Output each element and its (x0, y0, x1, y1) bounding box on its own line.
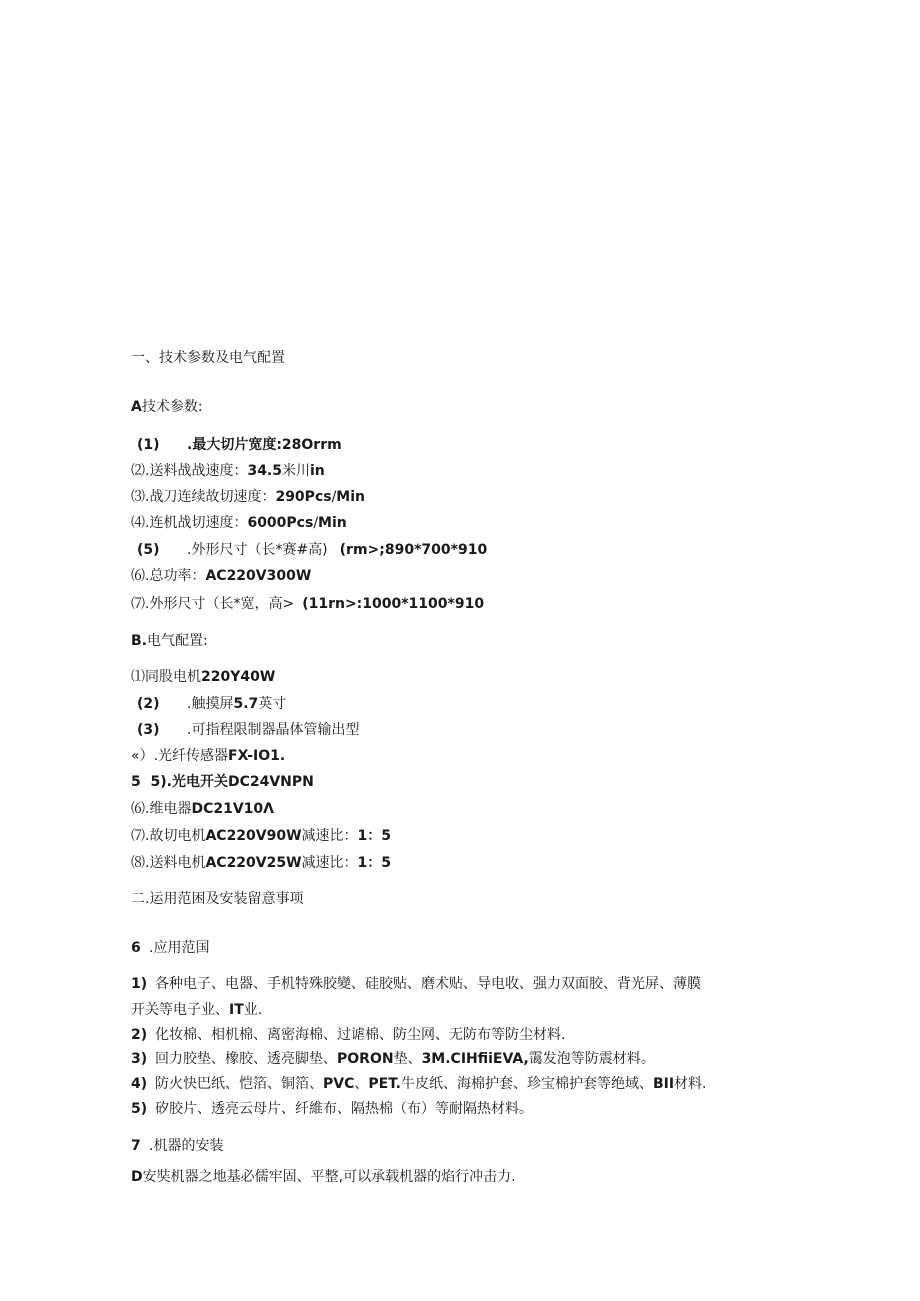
list-item: 5 5).光电开关DC24VNPN (131, 774, 314, 790)
list-item: ⑻.送料电机AC220V25W减速比：1：5 (131, 855, 392, 871)
part-a-prefix: A (131, 399, 142, 415)
sub-6-heading: 6 .应用范国 (131, 940, 210, 956)
part-a-title: 技术参数: (141, 399, 203, 415)
list-item: (1) .最大切片宽度:28Orrm (137, 437, 342, 453)
list-item: ⑺.故切电机AC220V90W减速比：1：5 (131, 828, 392, 844)
list-item: ⑺.外形尺寸（长*宽，高> (11rn>:1000*1100*910 (131, 596, 485, 612)
list-item: ⑵.送料战战速度：34.5米川in (131, 463, 325, 479)
list-item: ⑴同股电机220Y40W (131, 669, 276, 685)
part-a-heading (131, 397, 203, 417)
list-item: (5) .外形尺寸（长*赛#高) (rm>;890*700*910 (137, 542, 488, 558)
list-item: 3) 回力胶垫、橡胶、透亮脚垫、PORON垫、3M.CIHfiiEVA,霭发泡等防震材料。 (131, 1051, 655, 1067)
list-item: ⑹.维电器DC21V10Λ (131, 801, 274, 817)
list-item: 2) 化妆棉、相机棉、离密海棉、过谑棉、防尘网、无防布等防尘材料. (131, 1027, 566, 1043)
list-item: ⑹.总功率：AC220V300W (131, 568, 312, 584)
part-b-prefix: B. (131, 633, 147, 649)
list-item: 4) 防火快巴纸、恺箔、铜箔、PVC、PET.牛皮纸、海棉护套、珍宝棉护套等绝域、BII材料. (131, 1076, 707, 1092)
list-item: 1) 各种电子、电器、手机特殊胶變、硅胶贴、磨术贴、导电收、强力双面胶、背光屏、薄膜 (131, 976, 701, 992)
list-item: (2) .触摸屏5.7英寸 (137, 696, 287, 712)
list-item: 开关等电子业、IT业. (131, 1002, 263, 1018)
section-2-title: 二.运用范困及安装留意事项 (131, 891, 304, 907)
list-item: D安奘机器之地基必儒牢固、平整,可以承载机器的焰行冲击力. (131, 1169, 516, 1185)
list-item: ⑶.战刀连续故切速度：290Pcs/Min (131, 489, 365, 505)
list-item: (3) .可指程限制器晶体管输出型 (137, 722, 360, 738)
list-item: «）.光纤传感器FX-IO1. (131, 748, 286, 764)
part-b-title: 电气配置: (147, 633, 208, 649)
part-b-heading (131, 631, 208, 651)
list-item: ⑷.连机战切速度：6000Pcs/Min (131, 515, 347, 531)
list-item: 5) 矽胶片、透亮云母片、纤維布、隔热棉（布）等耐隔热材料。 (131, 1101, 533, 1117)
sub-7-heading: 7 .机器的安装 (131, 1138, 224, 1154)
section-1-title: 一、技术参数及电气配置 (131, 350, 285, 366)
